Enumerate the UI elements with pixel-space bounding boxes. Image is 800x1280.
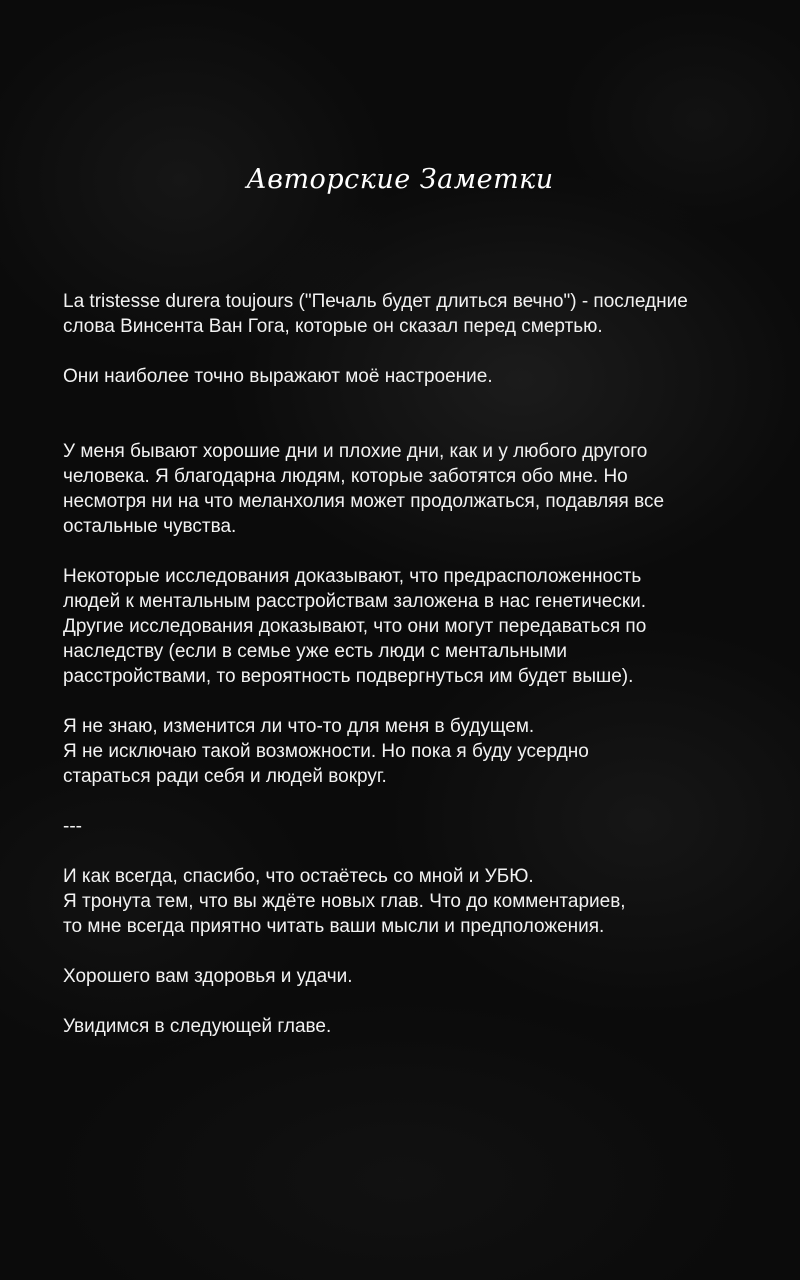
spacer: [63, 939, 773, 964]
spacer: [63, 839, 773, 864]
spacer: [63, 389, 773, 439]
separator-dashes: ---: [63, 816, 82, 837]
spacer: [63, 689, 773, 714]
paragraph-mood: Они наиболее точно выражают моё настроение.: [63, 366, 493, 387]
notes-body: [63, 289, 773, 1039]
paragraph-van-gogh-quote: La tristesse durera toujours ("Печаль будет длиться вечно") - последние слова Винсента Ван Гога, которые он сказал перед смертью.: [63, 291, 688, 337]
page-title: Авторские Заметки: [246, 164, 554, 195]
paragraph-research: Некоторые исследования доказывают, что предрасположенность людей к ментальным расстройствам заложена в нас генетически. Другие исследования доказывают, что они могут передаваться по наследству (если в семье уже есть люди с ментальными расстройствами, то вероятность подвергнуться им будет выше).: [63, 566, 647, 687]
paragraph-wishes: Хорошего вам здоровья и удачи.: [63, 966, 353, 987]
spacer: [63, 789, 773, 814]
spacer: [63, 339, 773, 364]
paragraph-future: Я не знаю, изменится ли что-то для меня в будущем. Я не исключаю такой возможности. Но пока я буду усердно стараться ради себя и людей вокруг.: [63, 716, 589, 787]
spacer: [63, 539, 773, 564]
paragraph-thanks: И как всегда, спасибо, что остаётесь со мной и УБЮ. Я тронута тем, что вы ждёте новых глав. Что до комментариев, то мне всегда приятно читать ваши мысли и предположения.: [63, 866, 626, 937]
paragraph-good-bad-days: У меня бывают хорошие дни и плохие дни, как и у любого другого человека. Я благодарна людям, которые заботятся обо мне. Но несмотря ни на что меланхолия может продолжаться, подавляя все остальные чувства.: [63, 441, 665, 537]
spacer: [63, 989, 773, 1014]
paragraph-see-you: Увидимся в следующей главе.: [63, 1016, 332, 1037]
